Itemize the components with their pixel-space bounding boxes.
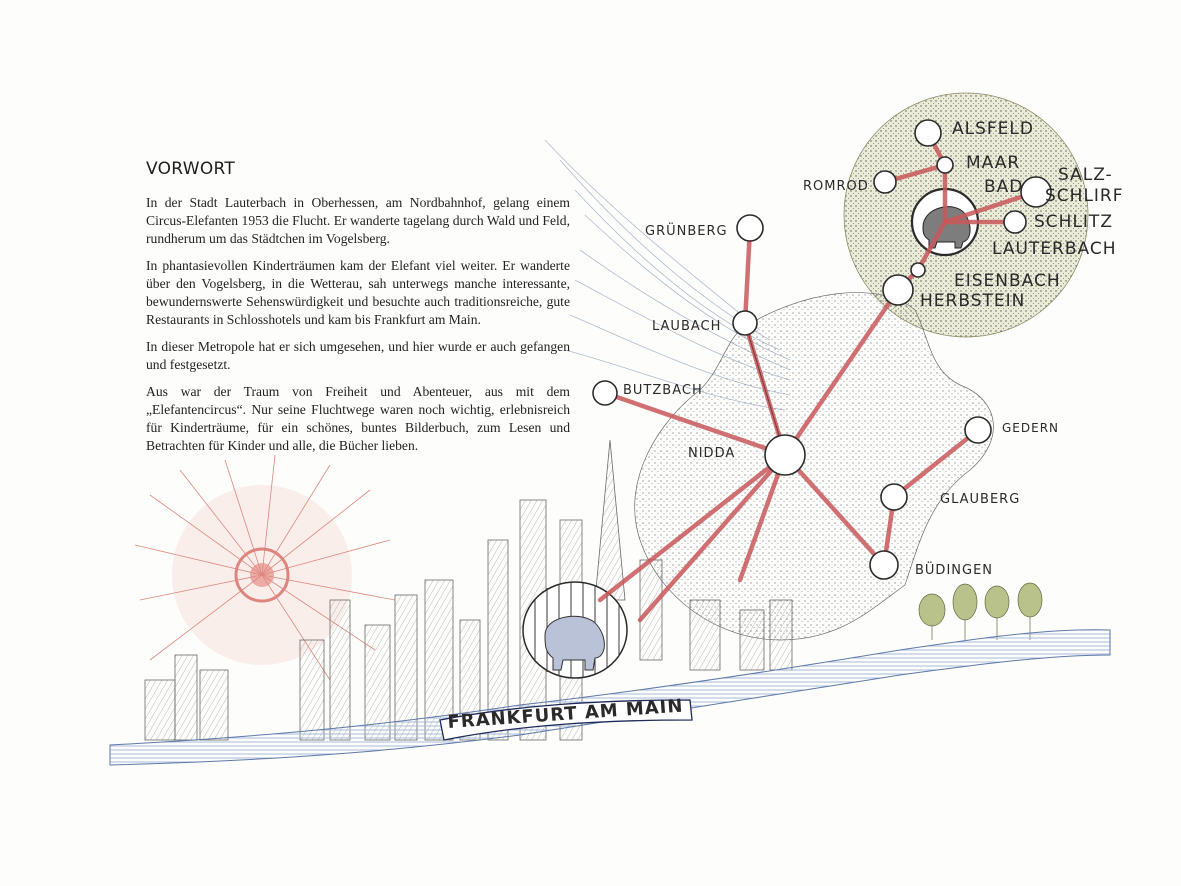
label-glauberg: GLAUBERG bbox=[940, 492, 1021, 507]
city-banner-label: FRANKFURT AM MAIN bbox=[446, 695, 685, 733]
label-eisenbach: EISENBACH bbox=[954, 271, 1061, 291]
label-nidda: NIDDA bbox=[688, 446, 736, 461]
label-laubach: LAUBACH bbox=[652, 319, 722, 334]
label-lauterbach: LAUTERBACH bbox=[992, 239, 1117, 259]
label-gruenberg: GRÜNBERG bbox=[645, 224, 728, 239]
stop-alsfeld bbox=[915, 120, 941, 146]
label-romrod: ROMROD bbox=[803, 179, 869, 194]
stop-nidda bbox=[765, 435, 805, 475]
foreword-paragraph: In phantasievollen Kinderträumen kam der Elefant viel weiter. Er wanderte über den Vogelsberg, in die Wetterau, sah unterwegs manche interessante, bewundernswerte Sehenswürdigkeit und besuchte auch traditionsreiche, gute Restaurants in Schlosshotels und kam bis Frankfurt am Main. bbox=[146, 258, 570, 327]
stop-laubach bbox=[733, 311, 757, 335]
label-bad: BAD bbox=[984, 177, 1024, 197]
label-maar: MAAR bbox=[966, 153, 1021, 173]
label-schlitz: SCHLITZ bbox=[1034, 212, 1113, 232]
elephant-cage bbox=[523, 582, 627, 678]
foreword-paragraph: In der Stadt Lauterbach in Oberhessen, am Nordbahnhof, gelang einem Circus-Elefanten 1953 die Flucht. Er wanderte tagelang durch Wald und Feld, rundherum um das Städtchen im Vogelsberg. bbox=[146, 195, 570, 246]
page-title: VORWORT bbox=[146, 159, 236, 179]
stop-maar bbox=[937, 157, 953, 173]
label-salz: SALZ- bbox=[1058, 165, 1113, 185]
stop-gruenberg bbox=[737, 215, 763, 241]
stop-schlitz bbox=[1004, 211, 1026, 233]
stop-buedingen bbox=[870, 551, 898, 579]
trees bbox=[919, 583, 1042, 640]
wetterau-landscape bbox=[635, 293, 994, 640]
stop-eisenbach bbox=[911, 263, 925, 277]
label-alsfeld: ALSFELD bbox=[952, 119, 1034, 139]
foreword-paragraph: In dieser Metropole hat er sich umgesehen, und hier wurde er auch gefangen und festgesetzt. bbox=[146, 339, 570, 372]
foreword-paragraph: Aus war der Traum von Freiheit und Abenteuer, aus mit dem „Elefantencircus“. Nur seine Fluchtwege waren noch wichtig, erlebnisreich für Kinderträume, für ein schönes, buntes Bilderbuch, zum Lesen und Betrachten für Kinder und alle, die Bücher lieben. bbox=[146, 384, 570, 453]
stop-romrod bbox=[874, 171, 896, 193]
stop-herbstein bbox=[883, 275, 913, 305]
label-buedingen: BÜDINGEN bbox=[915, 563, 994, 578]
label-schlirf: SCHLIRF bbox=[1045, 186, 1124, 206]
stop-gedern bbox=[965, 417, 991, 443]
stop-butzbach bbox=[593, 381, 617, 405]
stop-glauberg bbox=[881, 484, 907, 510]
label-butzbach: BUTZBACH bbox=[623, 383, 703, 398]
label-herbstein: HERBSTEIN bbox=[920, 291, 1026, 311]
label-gedern: GEDERN bbox=[1002, 421, 1060, 435]
sun bbox=[135, 455, 395, 680]
foreword-text bbox=[146, 194, 570, 464]
